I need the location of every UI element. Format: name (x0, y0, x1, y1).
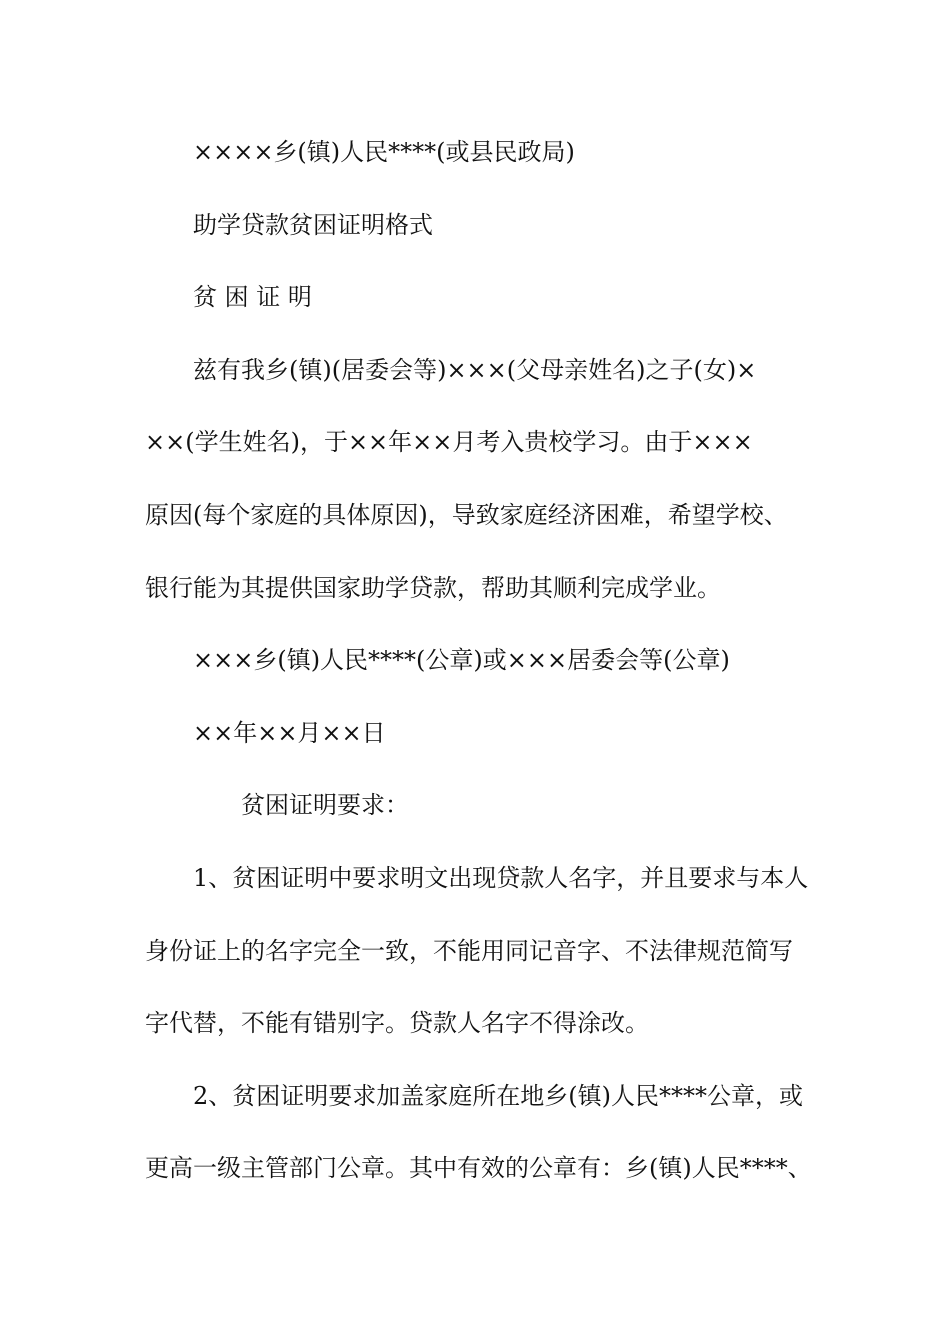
requirement-1-line: 1、贫困证明中要求明文出现贷款人名字，并且要求与本人 (193, 863, 809, 892)
body-paragraph-line: 原因(每个家庭的具体原因)，导致家庭经济困难，希望学校、 (145, 500, 788, 529)
format-title: 助学贷款贫困证明格式 (193, 210, 433, 239)
date-line: ××年××月××日 (193, 718, 386, 747)
issuer-line: ××××乡(镇)人民****(或县民政局) (193, 138, 575, 166)
body-paragraph-line: ××(学生姓名)，于××年××月考入贵校学习。由于××× (145, 428, 753, 457)
body-paragraph-line: 兹有我乡(镇)(居委会等)×××(父母亲姓名)之子(女)× (193, 355, 757, 384)
requirement-1-line: 字代替，不能有错别字。贷款人名字不得涂改。 (145, 1009, 649, 1038)
requirements-heading: 贫困证明要求： (241, 791, 409, 820)
requirement-2-line: 2、贫困证明要求加盖家庭所在地乡(镇)人民****公章，或 (193, 1081, 803, 1110)
requirement-1-line: 身份证上的名字完全一致，不能用同记音字、不法律规范简写 (145, 936, 793, 965)
body-paragraph-line: 银行能为其提供国家助学贷款，帮助其顺利完成学业。 (145, 573, 721, 602)
certificate-heading: 贫 困 证 明 (193, 283, 312, 312)
document-body (145, 116, 827, 1205)
requirement-2-line: 更高一级主管部门公章。其中有效的公章有：乡(镇)人民****、 (145, 1154, 812, 1183)
seal-line: ×××乡(镇)人民****(公章)或×××居委会等(公章) (193, 646, 730, 675)
